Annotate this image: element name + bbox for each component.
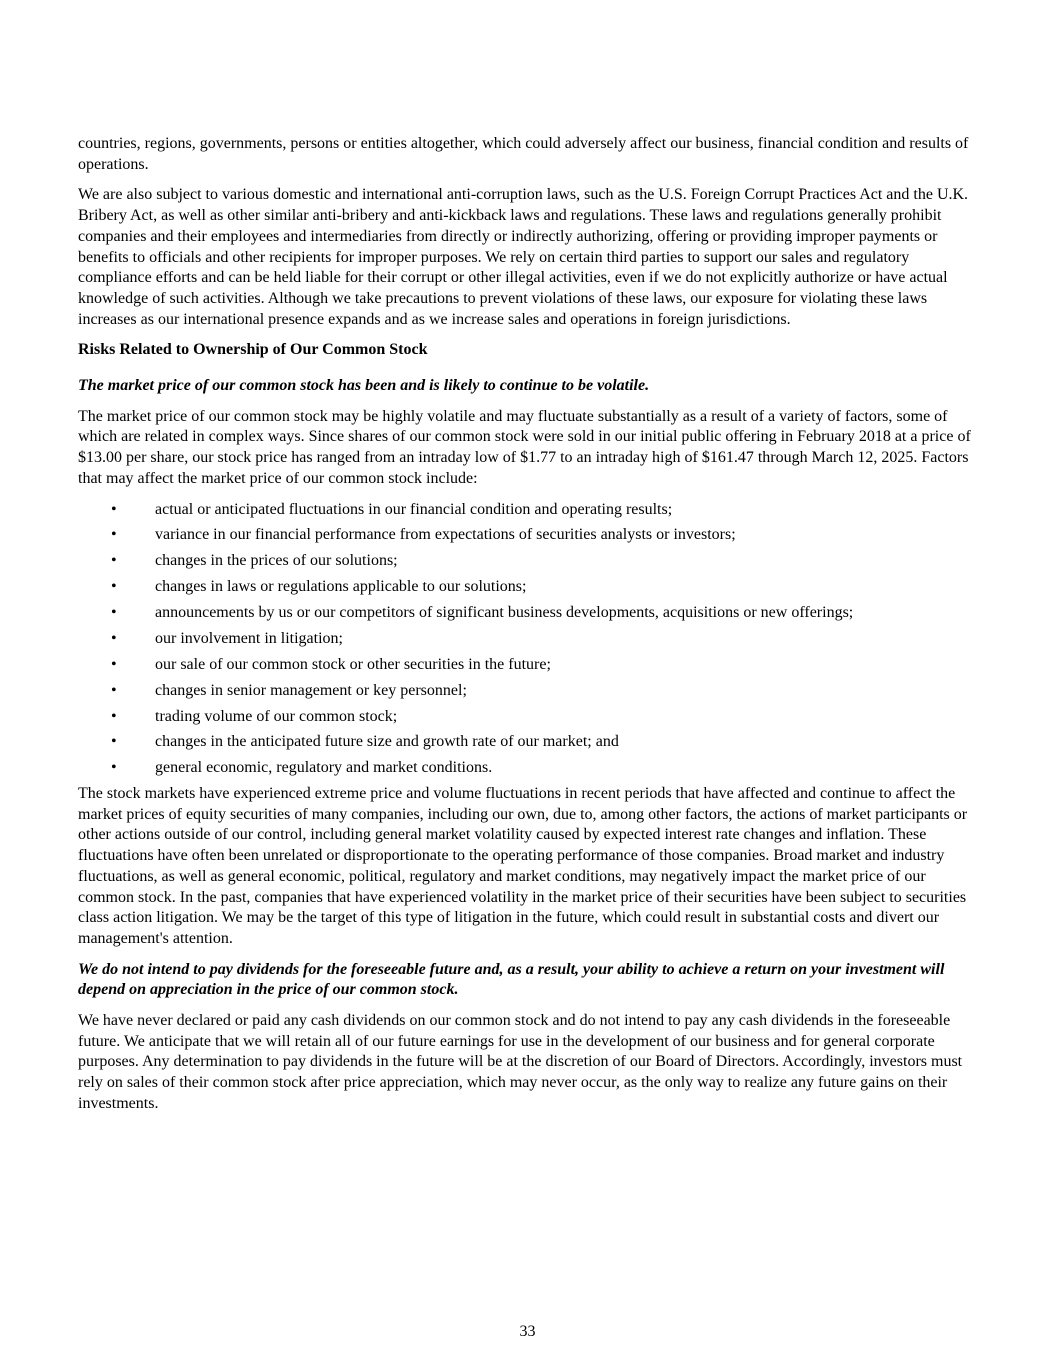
list-item-text: announcements by us or our competitors of significant business developments, acquisitions or new offerings; — [155, 604, 854, 622]
list-item-text: actual or anticipated fluctuations in our financial condition and operating results; — [155, 500, 673, 518]
volatility-intro-paragraph: The market price of our common stock may be highly volatile and may fluctuate substantially as a result of a variety of factors, some of which are related in complex ways. Since shares of our common stock were sold in our initial public offering in February 2018 at a price of $13.00 per share, our stock price has ranged from an intraday low of $1.77 to an intraday high of $161.47 through March 12, 2025. Factors that may affect the market price of our common stock include: — [78, 407, 971, 487]
list-item-text: general economic, regulatory and market conditions. — [155, 759, 493, 777]
list-item-text: our sale of our common stock or other securities in the future; — [155, 655, 551, 673]
list-item — [78, 681, 978, 702]
bullet-mark: • — [111, 604, 117, 622]
bullet-mark: • — [111, 733, 117, 751]
bullet-mark: • — [111, 578, 117, 596]
list-item — [78, 758, 978, 779]
list-item — [78, 732, 978, 753]
continuation-paragraph: countries, regions, governments, persons or entities altogether, which could adversely affect our business, financial condition and results of operations. — [78, 135, 969, 173]
dividends-heading: We do not intend to pay dividends for the foreseeable future and, as a result, your ability to achieve a return on your investment will depend on appreciation in the price of our common stock. — [78, 960, 945, 999]
volatility-heading: The market price of our common stock has been and is likely to continue to be volatile. — [78, 377, 650, 395]
list-item-text: changes in senior management or key personnel; — [155, 681, 467, 699]
bullet-mark: • — [111, 552, 117, 570]
page-number: 33 — [519, 1323, 536, 1340]
bullet-mark: • — [111, 759, 117, 777]
list-item — [78, 629, 978, 650]
dividends-paragraph: We have never declared or paid any cash dividends on our common stock and do not intend to pay any cash dividends in the foreseeable future. We anticipate that we will retain all of our future earnings for use in the development of our business and for general corporate purposes. Any determination to pay dividends in the future will be at the discretion of our Board of Directors. Accordingly, investors must rely on sales of their common stock after price appreciation, which may never occur, as the only way to realize any future gains on their investments. — [78, 1012, 963, 1112]
anti-corruption-paragraph: We are also subject to various domestic and international anti-corruption laws, such as the U.S. Foreign Corrupt Practices Act and the U.K. Bribery Act, as well as other similar anti-bribery and anti-kickback laws and regulations. These laws and regulations generally prohibit companies and their employees and intermediaries from directly or indirectly authorizing, offering or providing improper payments or benefits to officials and other recipients for improper purposes. We rely on certain third parties to support our sales and regulatory compliance efforts and can be held liable for their corrupt or other illegal activities, even if we do not explicitly authorize or have actual knowledge of such activities. Although we take precautions to prevent violations of these laws, our exposure for violating these laws increases as our international presence expands and as we increase sales and operations in foreign jurisdictions. — [78, 186, 969, 328]
list-item — [78, 525, 978, 546]
list-item-text: changes in the anticipated future size and growth rate of our market; and — [155, 733, 619, 751]
list-item — [78, 551, 978, 572]
list-item — [78, 707, 978, 728]
market-fluctuation-paragraph: The stock markets have experienced extreme price and volume fluctuations in recent periods that have affected and continue to affect the market prices of equity securities of many companies, including our own, due to, among other factors, the actions of market participants or other actions outside of our control, including general market volatility caused by expected interest rate changes and inflation. These fluctuations have often been unrelated or disproportionate to the operating performance of those companies. Broad market and industry fluctuations, as well as general economic, political, regulatory and market conditions, may negatively impact the market price of our common stock. In the past, companies that have experienced volatility in the market price of their securities have been subject to securities class action litigation. We may be the target of this type of litigation in the future, which could result in substantial costs and divert our management's attention. — [78, 784, 968, 947]
bullet-mark: • — [111, 655, 117, 673]
bullet-mark: • — [111, 629, 117, 647]
bullet-mark: • — [111, 500, 117, 518]
list-item — [78, 577, 978, 598]
bullet-mark: • — [111, 681, 117, 699]
list-item-text: variance in our financial performance from expectations of securities analysts or investors; — [155, 526, 736, 544]
list-item — [78, 655, 978, 676]
bullet-mark: • — [111, 526, 117, 544]
list-item-text: changes in laws or regulations applicable to our solutions; — [155, 578, 527, 596]
factors-list — [78, 500, 978, 779]
section-heading: Risks Related to Ownership of Our Common Stock — [78, 341, 428, 359]
bullet-mark: • — [111, 707, 117, 725]
document-page — [78, 134, 978, 1125]
list-item — [78, 500, 978, 521]
list-item-text: trading volume of our common stock; — [155, 707, 398, 725]
list-item-text: our involvement in litigation; — [155, 629, 343, 647]
list-item — [78, 603, 978, 624]
list-item-text: changes in the prices of our solutions; — [155, 552, 398, 570]
